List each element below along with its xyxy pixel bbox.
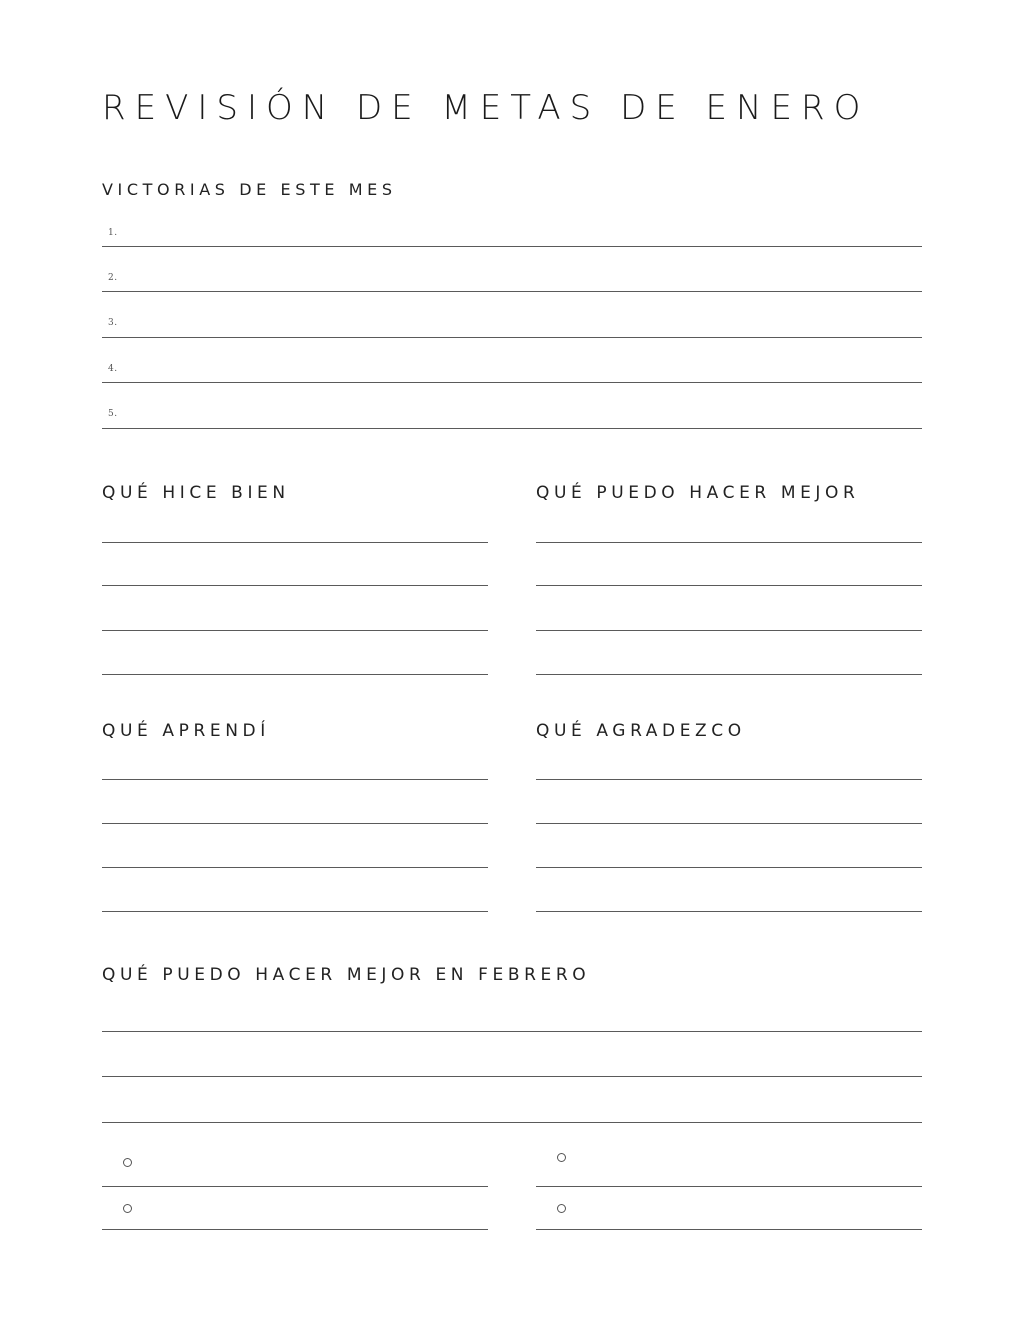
line-number-5: 5. — [108, 409, 118, 419]
checklist-line-right-1[interactable] — [536, 1186, 922, 1187]
hacer-mejor-line-3[interactable] — [536, 630, 922, 631]
febrero-line-2[interactable] — [102, 1076, 922, 1077]
checkbox-circle-icon[interactable] — [557, 1153, 566, 1162]
aprendi-line-3[interactable] — [102, 867, 488, 868]
hacer-mejor-line-4[interactable] — [536, 674, 922, 675]
checklist-line-left-1[interactable] — [102, 1186, 488, 1187]
hacer-mejor-line-1[interactable] — [536, 542, 922, 543]
line-number-2: 2. — [108, 273, 118, 283]
section-heading-hice-bien: QUÉ HICE BIEN — [102, 483, 290, 503]
febrero-line-3[interactable] — [102, 1122, 922, 1123]
febrero-line-1[interactable] — [102, 1031, 922, 1032]
aprendi-line-1[interactable] — [102, 779, 488, 780]
checkbox-circle-icon[interactable] — [557, 1204, 566, 1213]
victory-line-4[interactable] — [102, 382, 922, 383]
victory-line-5[interactable] — [102, 428, 922, 429]
victory-line-1[interactable] — [102, 246, 922, 247]
checkbox-circle-icon[interactable] — [123, 1158, 132, 1167]
page-title: REVISIÓN DE METAS DE ENERO — [102, 88, 870, 128]
agradezco-line-3[interactable] — [536, 867, 922, 868]
hice-bien-line-4[interactable] — [102, 674, 488, 675]
section-heading-febrero: QUÉ PUEDO HACER MEJOR EN FEBRERO — [102, 965, 591, 985]
victory-line-3[interactable] — [102, 337, 922, 338]
line-number-3: 3. — [108, 318, 118, 328]
aprendi-line-2[interactable] — [102, 823, 488, 824]
line-number-1: 1. — [108, 228, 118, 238]
agradezco-line-4[interactable] — [536, 911, 922, 912]
checklist-line-right-2[interactable] — [536, 1229, 922, 1230]
line-number-4: 4. — [108, 364, 118, 374]
checklist-line-left-2[interactable] — [102, 1229, 488, 1230]
hice-bien-line-2[interactable] — [102, 585, 488, 586]
agradezco-line-1[interactable] — [536, 779, 922, 780]
checkbox-circle-icon[interactable] — [123, 1204, 132, 1213]
section-heading-hacer-mejor: QUÉ PUEDO HACER MEJOR — [536, 483, 860, 503]
hice-bien-line-1[interactable] — [102, 542, 488, 543]
section-heading-aprendi: QUÉ APRENDÍ — [102, 721, 270, 741]
agradezco-line-2[interactable] — [536, 823, 922, 824]
victory-line-2[interactable] — [102, 291, 922, 292]
section-heading-agradezco: QUÉ AGRADEZCO — [536, 721, 746, 741]
hice-bien-line-3[interactable] — [102, 630, 488, 631]
aprendi-line-4[interactable] — [102, 911, 488, 912]
hacer-mejor-line-2[interactable] — [536, 585, 922, 586]
section-heading-victorias: VICTORIAS DE ESTE MES — [102, 180, 397, 199]
